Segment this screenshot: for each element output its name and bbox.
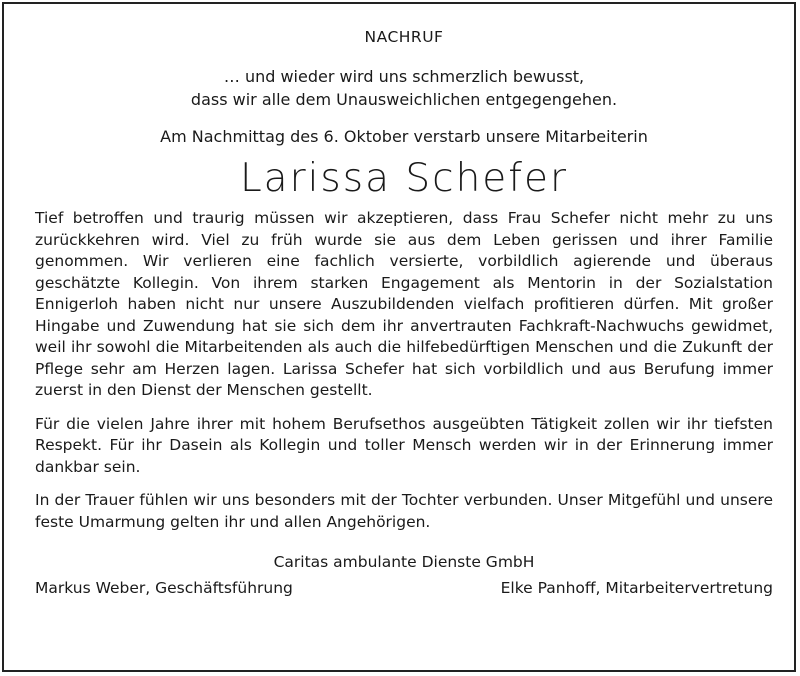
motto-line-2: dass wir alle dem Unausweichlichen entgegengehen.	[190, 90, 618, 109]
notice-heading: NACHRUF	[364, 28, 444, 46]
notice-content	[35, 26, 773, 599]
paragraph-2: Für die vielen Jahre ihrer mit hohem Berufsethos ausgeübten Tätigkeit zollen wir ihr tiefsten Respekt. Für ihr Dasein als Kollegin und toller Mensch werden wir in der Erinnerung immer dankbar sein.	[35, 414, 773, 476]
motto	[35, 65, 773, 111]
paragraph-3: In der Trauer fühlen wir uns besonders mit der Tochter verbunden. Unser Mitgefühl und unsere feste Umarmung gelten ihr und allen Angehörigen.	[35, 491, 773, 531]
deceased-name: Larissa Schefer	[239, 156, 569, 201]
signature-company: Caritas ambulante Dienste GmbH	[273, 553, 535, 571]
signature-row	[35, 577, 773, 599]
motto-line-1: … und wieder wird uns schmerzlich bewusst,	[223, 67, 585, 86]
notice-frame	[2, 2, 796, 672]
signature-left: Markus Weber, Geschäftsführung	[35, 579, 293, 597]
intro-line: Am Nachmittag des 6. Oktober verstarb unsere Mitarbeiterin	[160, 127, 648, 146]
paragraph-1: Tief betroffen und traurig müssen wir akzeptieren, dass Frau Schefer nicht mehr zu uns zurückkehren wird. Viel zu früh wurde sie aus dem Leben gerissen und ihrer Familie genommen. Wir verlieren eine fachlich versierte, vorbildlich agierende und überaus geschätzte Kollegin. Von ihrem starken Engagement als Mentorin in der Sozialstation Ennigerloh haben nicht nur unsere Auszubildenden vielfach profitieren dürfen. Mit großer Hingabe und Zuwendung hat sie sich dem ihr anvertrauten Fachkraft-Nachwuchs gewidmet, weil ihr sowohl die Mitarbeitenden als auch die hilfebedürftigen Menschen und die Zukunft der Pflege sehr am Herzen lagen. Larissa Schefer hat sich vorbildlich und aus Berufung immer zuerst in den Dienst der Menschen gestellt.	[35, 209, 773, 399]
signature-right: Elke Panhoff, Mitarbeitervertretung	[500, 579, 773, 597]
